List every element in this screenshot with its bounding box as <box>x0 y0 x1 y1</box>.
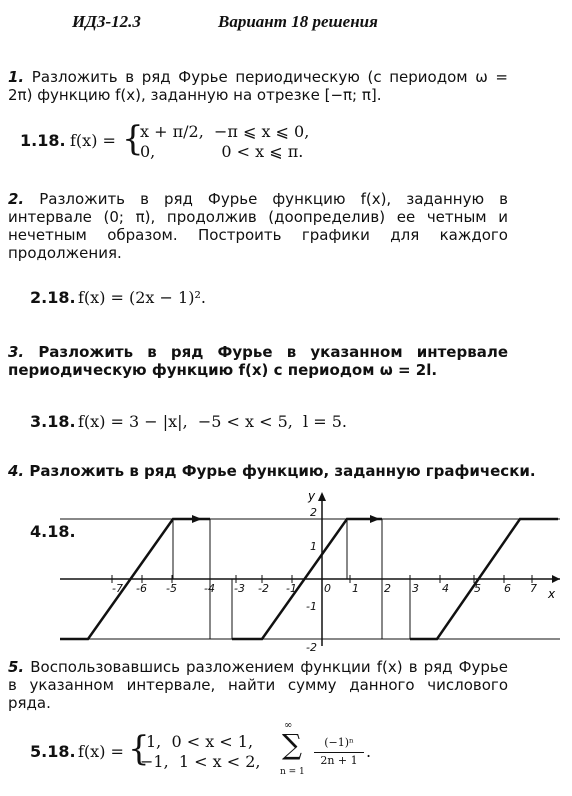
x-tick-label: 2 <box>384 582 391 595</box>
task2-formula: f(x) = (2x − 1)². <box>78 288 206 307</box>
task1-case2: 0, 0 < x ⩽ π. <box>140 142 304 161</box>
y-tick-labels <box>306 506 317 654</box>
task5-case1: 1, 0 < x < 1, <box>146 732 254 751</box>
x-axis-arrow <box>552 575 560 583</box>
task4-text <box>8 462 548 480</box>
task3-label: 3.18. <box>30 412 76 431</box>
task5-brace: { <box>128 729 150 769</box>
series-period: . <box>366 742 372 761</box>
task5-number: 5. <box>8 658 25 676</box>
task1-brace: { <box>122 119 144 159</box>
task2-number: 2. <box>8 190 25 208</box>
task4-statement: Разложить в ряд Фурье функцию, заданную графически. <box>29 462 536 480</box>
task2-statement: Разложить в ряд Фурье функцию f(x), заданную в интервале (0; π), продолжив (доопределив) ее четным и нечетным образом. Построить графики для каждого продолжения. <box>8 190 508 262</box>
task3-text <box>8 343 508 379</box>
x-tick-label: -3 <box>234 582 245 595</box>
task5-lhs: f(x) = <box>78 742 124 761</box>
task5-label: 5.18. <box>30 742 76 761</box>
task2-text <box>8 190 508 262</box>
x-tick-label: 4 <box>442 582 449 595</box>
y-tick-label: -2 <box>306 641 317 654</box>
task5-case2: −1, 1 < x < 2, <box>140 752 261 771</box>
x-tick-label: -5 <box>166 582 177 595</box>
sum-lower: n = 1 <box>280 767 305 777</box>
x-tick-label: 1 <box>352 582 359 595</box>
x-tick-labels <box>112 582 537 595</box>
task4-label: 4.18. <box>30 522 76 541</box>
arrow-right-1 <box>192 515 202 523</box>
x-tick-label: -4 <box>204 582 215 595</box>
x-tick-label: -1 <box>286 582 297 595</box>
sum-sign: ∑ <box>282 728 302 761</box>
fraction-bar <box>314 752 364 753</box>
y-axis-label: y <box>308 489 316 503</box>
variant-title: Вариант 18 решения <box>218 12 378 31</box>
x-tick-label: -6 <box>136 582 147 595</box>
task5-statement: Воспользовавшись разложением функции f(x) в ряд Фурье в указанном интервале, найти сумму данного числового ряда. <box>8 658 508 712</box>
task1-label: 1.18. <box>20 131 66 150</box>
task1-case1: x + π/2, −π ⩽ x ⩽ 0, <box>140 122 310 141</box>
x-tick-label: 0 <box>324 582 331 595</box>
fraction-numerator: (−1)ⁿ <box>324 736 354 749</box>
task3-statement: Разложить в ряд Фурье в указанном интервале периодическую функцию f(x) с периодом ω = 2l. <box>8 343 508 379</box>
y-tick-label: -1 <box>306 600 317 613</box>
task1-number: 1. <box>8 68 25 86</box>
task3-number: 3. <box>8 343 25 361</box>
x-axis-label: x <box>548 587 556 601</box>
task4-number: 4. <box>8 462 25 480</box>
x-tick-label: 6 <box>504 582 511 595</box>
task1-statement: Разложить в ряд Фурье периодическую (с периодом ω = 2π) функцию f(x), заданную на отрезке [−π; π]. <box>8 68 508 104</box>
task1-text <box>8 68 508 104</box>
task5-text <box>8 658 508 712</box>
x-tick-label: -7 <box>112 582 123 595</box>
y-tick-label: 2 <box>310 506 317 519</box>
arrow-right-2 <box>370 515 380 523</box>
task4-graph <box>0 486 572 654</box>
task3-formula: f(x) = 3 − |x|, −5 < x < 5, l = 5. <box>78 412 347 431</box>
y-axis-arrow <box>318 492 326 501</box>
task2-label: 2.18. <box>30 288 76 307</box>
fraction-denominator: 2n + 1 <box>320 754 358 767</box>
task1-lhs: f(x) = <box>70 131 116 150</box>
x-tick-label: 7 <box>530 582 537 595</box>
x-tick-label: -2 <box>258 582 269 595</box>
x-tick-label: 3 <box>412 582 419 595</box>
y-tick-label: 1 <box>310 540 317 553</box>
sum-upper: ∞ <box>284 720 293 731</box>
x-tick-label: 5 <box>474 582 481 595</box>
doc-id: ИДЗ-12.3 <box>72 12 141 31</box>
